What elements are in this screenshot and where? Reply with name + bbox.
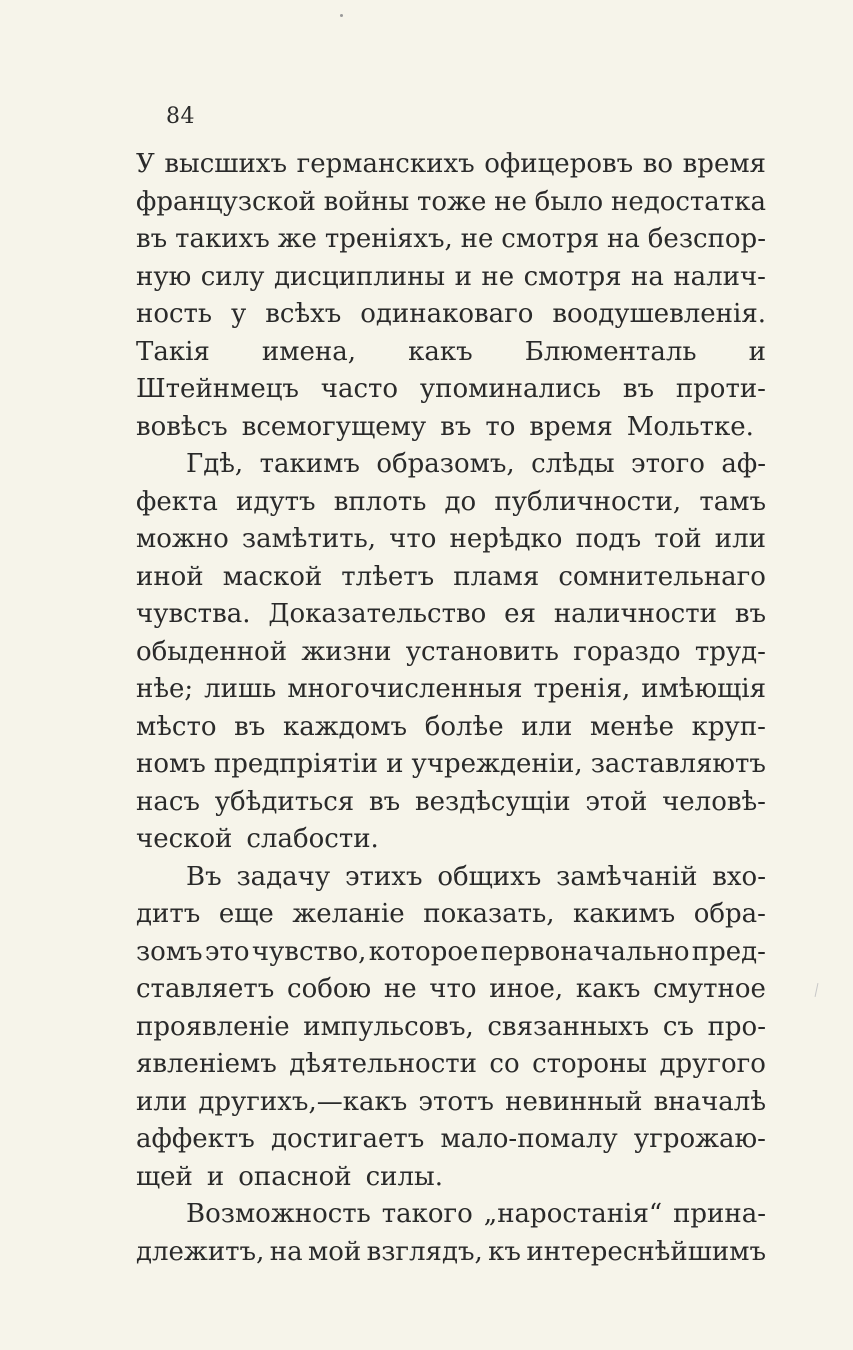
- text-line: ставляетъ собою не что иное, какъ смутное: [136, 974, 766, 1004]
- text-line: ную силу дисциплины и не смотря на налич-: [136, 261, 766, 292]
- print-speck: [340, 14, 343, 17]
- margin-mark: [815, 983, 819, 997]
- text-line: Такія имена, какъ Блюменталь и: [136, 336, 766, 367]
- text-line: Въ задачу этихъ общихъ замѣчаній вхо-: [186, 861, 766, 892]
- page-number: 84: [166, 104, 195, 129]
- text-line: или другихъ,—какъ этотъ невинный вначалѣ: [136, 1086, 766, 1117]
- text-line: ческой слабости.: [136, 824, 379, 854]
- text-line: Гдѣ, такимъ образомъ, слѣды этого аф-: [186, 449, 766, 479]
- text-line: насъ убѣдиться въ вездѣсущіи этой человѣ-: [136, 786, 766, 817]
- text-line: французской войны тоже не было недостатка: [136, 186, 766, 217]
- text-line: Штейнмецъ часто упоминались въ проти-: [136, 374, 766, 404]
- text-line: Возможность такого „наростанія“ прина-: [186, 1199, 766, 1229]
- text-line: нѣе; лишь многочисленныя тренія, имѣющія: [136, 674, 766, 704]
- text-line: чувства. Доказательство ея наличности въ: [136, 599, 766, 629]
- text-line: вовѣсъ всемогущему въ то время Мольтке.: [136, 411, 754, 442]
- text-line: номъ предпріятіи и учрежденіи, заставляютъ: [136, 749, 766, 779]
- text-line: дитъ еще желаніе показать, какимъ обра-: [136, 899, 766, 929]
- text-line: ность у всѣхъ одинаковаго воодушевленія.: [136, 299, 766, 329]
- text-line: У высшихъ германскихъ офицеровъ во время: [136, 149, 766, 179]
- text-line: зомъ это чувство, которое первоначально пред-: [136, 936, 766, 967]
- text-line: явленіемъ дѣятельности со стороны другого: [136, 1049, 766, 1079]
- text-line: мѣсто въ каждомъ болѣе или менѣе круп-: [136, 711, 766, 742]
- text-line: можно замѣтить, что нерѣдко подъ той или: [136, 524, 766, 554]
- body-text: [136, 146, 766, 1271]
- text-line: проявленіе импульсовъ, связанныхъ съ про-: [136, 1011, 766, 1042]
- text-line: иной маской тлѣетъ пламя сомнительнаго: [136, 561, 766, 592]
- text-line: длежитъ, на мой взглядъ, къ интереснѣйшимъ: [136, 1236, 766, 1267]
- text-line: аффектъ достигаетъ мало-помалу угрожаю-: [136, 1124, 766, 1154]
- text-line: щей и опасной силы.: [136, 1161, 443, 1192]
- text-line: въ такихъ же треніяхъ, не смотря на безспор-: [136, 224, 766, 254]
- text-line: фекта идутъ вплоть до публичности, тамъ: [136, 486, 766, 517]
- text-line: обыденной жизни установить гораздо труд-: [136, 636, 766, 667]
